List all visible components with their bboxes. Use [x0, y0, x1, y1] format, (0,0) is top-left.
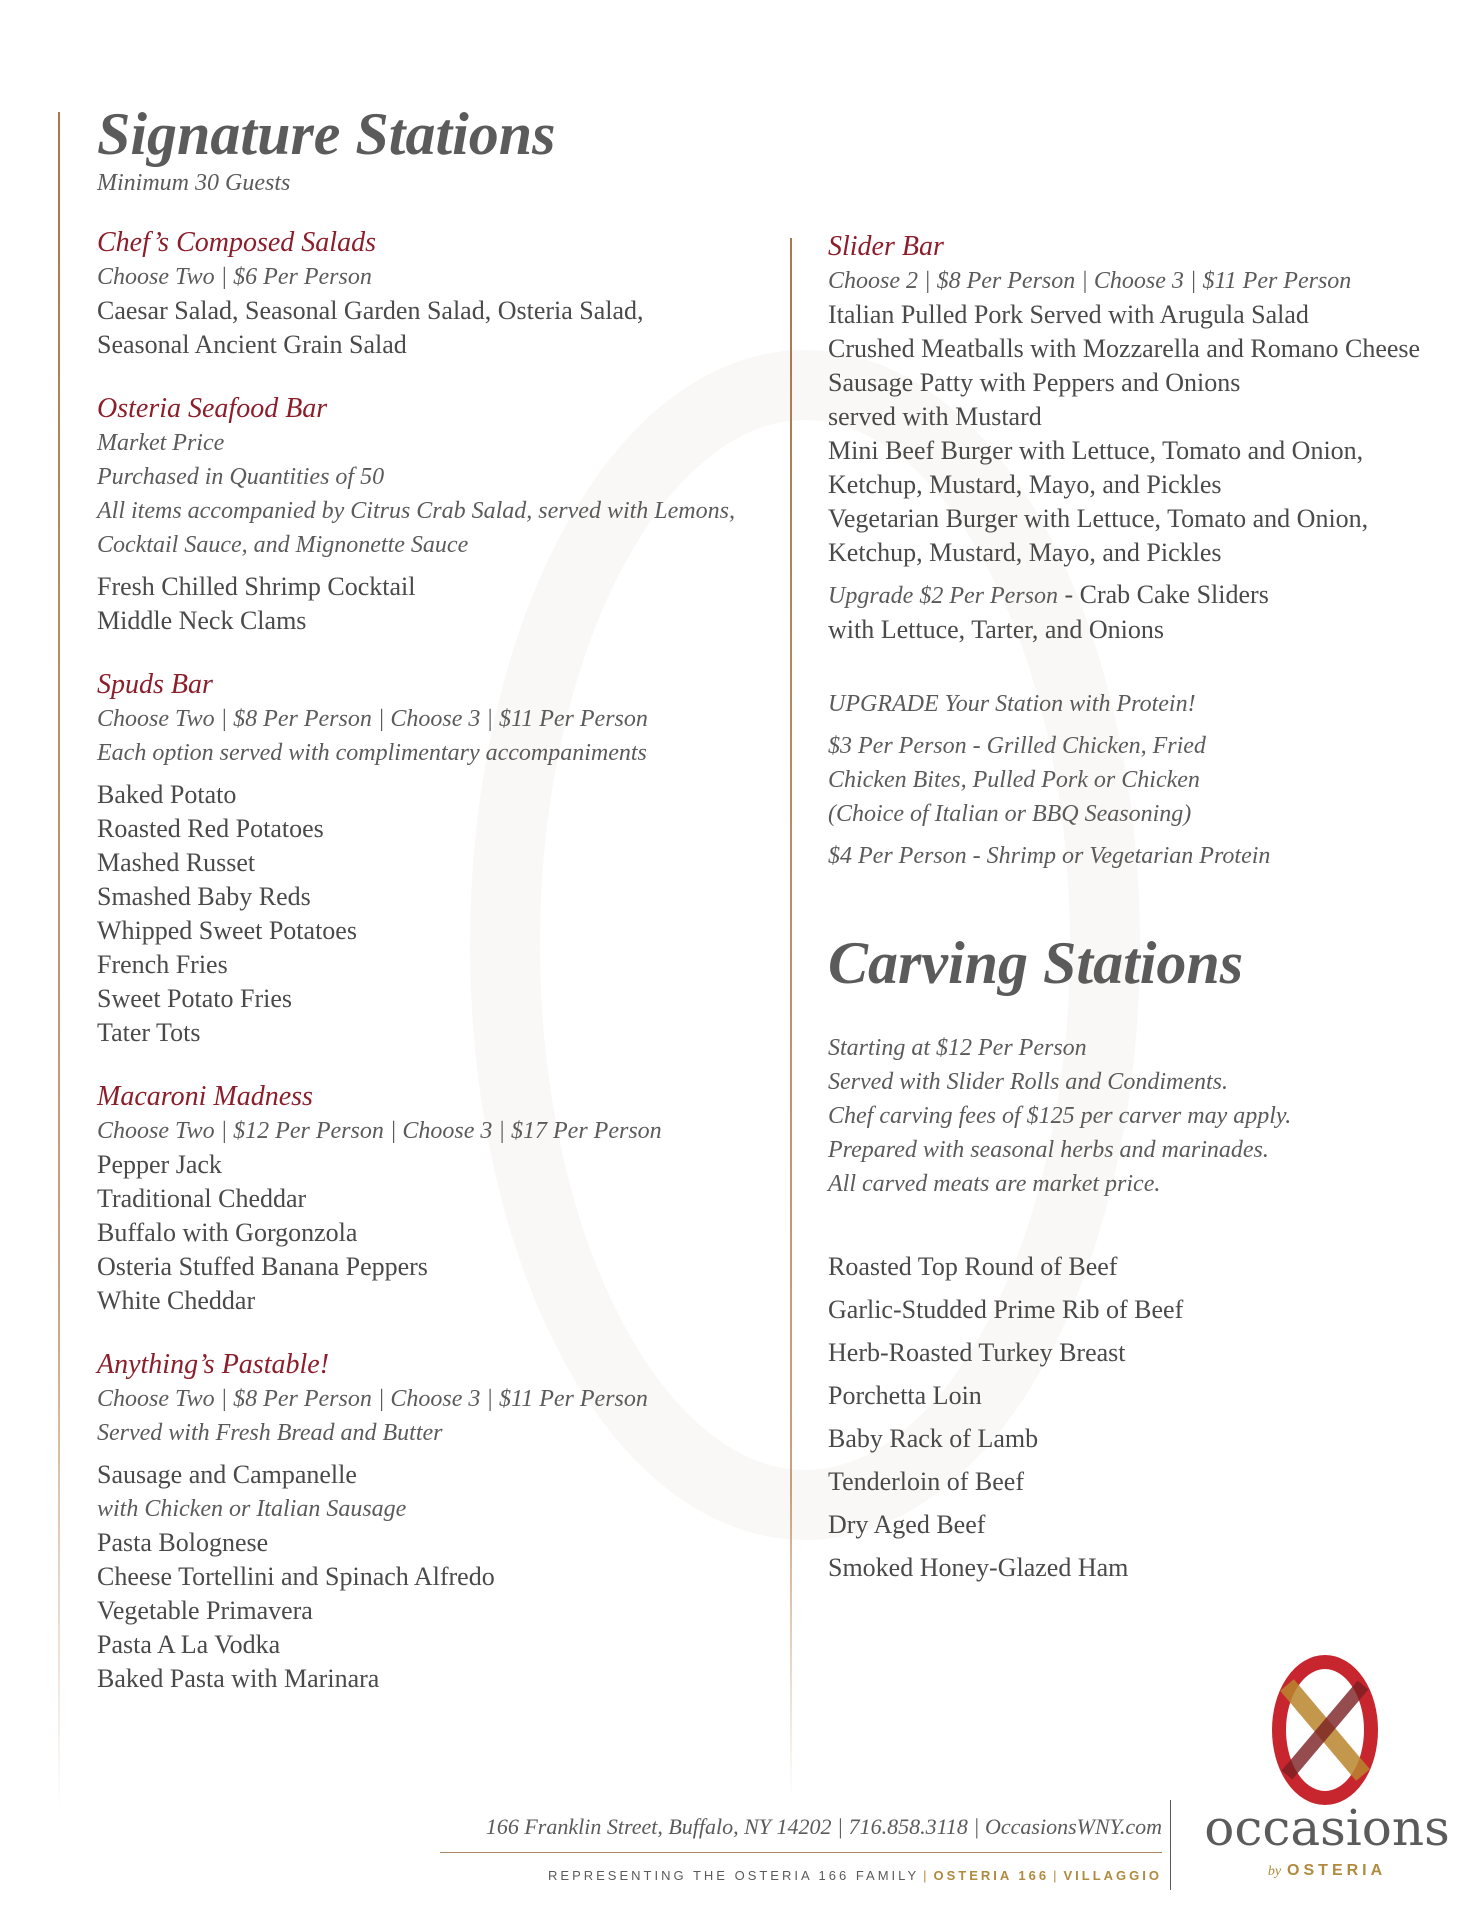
section-slider-bar [828, 230, 1468, 647]
protein-line: $3 Per Person - Grilled Chicken, Fried [828, 733, 1206, 759]
list-item: Roasted Top Round of Beef [828, 1252, 1118, 1281]
protein-heading: UPGRADE Your Station with Protein! [828, 691, 1196, 717]
section-seafood-bar [97, 392, 777, 638]
section-spuds-bar [97, 668, 777, 1050]
list-item: Herb-Roasted Turkey Breast [828, 1338, 1126, 1367]
page-title: Signature Stations [97, 101, 556, 167]
section-note: Choose Two | $8 Per Person | Choose 3 | $11 Per Person [97, 706, 648, 732]
section-title: Osteria Seafood Bar [97, 393, 328, 424]
list-item: Ketchup, Mustard, Mayo, and Pickles [828, 538, 1222, 567]
list-item: Mini Beef Burger with Lettuce, Tomato and Onion, [828, 436, 1364, 465]
section-note: All items accompanied by Citrus Crab Salad, served with Lemons, [97, 498, 735, 524]
list-item: Pepper Jack [97, 1150, 222, 1179]
list-item: Caesar Salad, Seasonal Garden Salad, Osteria Salad, [97, 296, 644, 325]
carving-note: Prepared with seasonal herbs and marinades. [828, 1137, 1269, 1163]
slider-upgrade [828, 578, 1468, 613]
section-composed-salads [97, 226, 777, 362]
carving-note: Chef carving fees of $125 per carver may apply. [828, 1103, 1292, 1129]
list-item: Italian Pulled Pork Served with Arugula Salad [828, 300, 1309, 329]
list-item: Sausage Patty with Peppers and Onions [828, 368, 1241, 397]
protein-line: Chicken Bites, Pulled Pork or Chicken [828, 767, 1200, 793]
section-anythings-pastable [97, 1348, 777, 1696]
section-title: Anything’s Pastable! [97, 1349, 330, 1380]
brand-osteria: OSTERIA 166 [933, 1868, 1050, 1883]
list-item: Tater Tots [97, 1018, 201, 1047]
representing-text: REPRESENTING THE OSTERIA 166 FAMILY [548, 1868, 920, 1883]
logo-byline [1192, 1862, 1462, 1880]
occasions-logo-icon [1265, 1655, 1385, 1805]
list-item: Osteria Stuffed Banana Peppers [97, 1252, 428, 1281]
list-item: Vegetarian Burger with Lettuce, Tomato and Onion, [828, 504, 1369, 533]
list-item: Mashed Russet [97, 848, 256, 877]
list-item: Smoked Honey-Glazed Ham [828, 1553, 1129, 1582]
list-item: Fresh Chilled Shrimp Cocktail [97, 572, 416, 601]
list-item: Sweet Potato Fries [97, 984, 292, 1013]
left-vertical-rule [58, 112, 60, 1812]
protein-line: (Choice of Italian or BBQ Seasoning) [828, 801, 1192, 827]
list-item: Baby Rack of Lamb [828, 1424, 1039, 1453]
list-item: Tenderloin of Beef [828, 1467, 1024, 1496]
section-title: Spuds Bar [97, 669, 213, 700]
list-item: Traditional Cheddar [97, 1184, 307, 1213]
logo-by: by [1267, 1864, 1282, 1879]
list-item: Crushed Meatballs with Mozzarella and Romano Cheese [828, 334, 1421, 363]
list-item: served with Mustard [828, 402, 1042, 431]
list-item: Dry Aged Beef [828, 1510, 986, 1539]
protein-line: $4 Per Person - Shrimp or Vegetarian Protein [828, 843, 1271, 869]
list-item: Whipped Sweet Potatoes [97, 916, 357, 945]
list-item: Sausage and Campanelle [97, 1460, 357, 1489]
list-item: Baked Pasta with Marinara [97, 1664, 380, 1693]
footer-address: 166 Franklin Street, Buffalo, NY 14202 | 716.858.3118 | OccasionsWNY.com [485, 1814, 1162, 1839]
section-macaroni-madness [97, 1080, 777, 1318]
center-vertical-rule [790, 238, 792, 1798]
section-protein-upgrade [828, 687, 1468, 873]
list-item-note: with Chicken or Italian Sausage [97, 1496, 407, 1522]
carving-note: All carved meats are market price. [828, 1171, 1161, 1197]
list-item: Baked Potato [97, 780, 237, 809]
upgrade-text: - Crab Cake Sliders [1057, 580, 1269, 609]
list-item: Pasta A La Vodka [97, 1630, 281, 1659]
footer-representing [548, 1868, 1162, 1883]
list-item: Roasted Red Potatoes [97, 814, 324, 843]
list-item: White Cheddar [97, 1286, 256, 1315]
logo-wordmark: occasions [1204, 1799, 1450, 1857]
left-column [97, 100, 777, 1726]
section-note: Choose 2 | $8 Per Person | Choose 3 | $11 Per Person [828, 268, 1352, 294]
list-item: French Fries [97, 950, 228, 979]
logo-brand: OSTERIA [1287, 1862, 1387, 1879]
section-note: Served with Fresh Bread and Butter [97, 1420, 443, 1446]
list-item: Vegetable Primavera [97, 1596, 313, 1625]
list-item: Middle Neck Clams [97, 606, 307, 635]
list-item: Garlic-Studded Prime Rib of Beef [828, 1295, 1184, 1324]
carving-title: Carving Stations [828, 930, 1244, 996]
list-item: Seasonal Ancient Grain Salad [97, 330, 407, 359]
separator: | [923, 1868, 930, 1883]
brand-villaggio: VILLAGGIO [1063, 1868, 1162, 1883]
section-title: Chef’s Composed Salads [97, 227, 376, 258]
upgrade-note: Upgrade $2 Per Person [828, 583, 1058, 609]
list-item: Cheese Tortellini and Spinach Alfredo [97, 1562, 495, 1591]
right-column [828, 230, 1468, 1619]
separator: | [1053, 1868, 1060, 1883]
section-note: Choose Two | $8 Per Person | Choose 3 | $11 Per Person [97, 1386, 648, 1412]
footer-vertical-rule [1170, 1800, 1171, 1890]
list-item: Ketchup, Mustard, Mayo, and Pickles [828, 470, 1222, 499]
section-note: Each option served with complimentary accompaniments [97, 740, 647, 766]
list-item: Porchetta Loin [828, 1381, 982, 1410]
section-note: Purchased in Quantities of 50 [97, 464, 385, 490]
section-title: Slider Bar [828, 231, 944, 262]
list-item: with Lettuce, Tarter, and Onions [828, 615, 1165, 644]
section-note: Choose Two | $6 Per Person [97, 264, 372, 290]
carving-note: Starting at $12 Per Person [828, 1035, 1087, 1061]
carving-note: Served with Slider Rolls and Condiments. [828, 1069, 1228, 1095]
section-note: Cocktail Sauce, and Mignonette Sauce [97, 532, 469, 558]
page-subtitle: Minimum 30 Guests [97, 170, 291, 196]
list-item: Pasta Bolognese [97, 1528, 269, 1557]
section-carving-items [828, 1245, 1468, 1589]
section-carving-notes [828, 1031, 1468, 1201]
list-item: Smashed Baby Reds [97, 882, 311, 911]
section-note: Market Price [97, 430, 225, 456]
list-item: Buffalo with Gorgonzola [97, 1218, 358, 1247]
section-title: Macaroni Madness [97, 1081, 313, 1112]
section-note: Choose Two | $12 Per Person | Choose 3 | $17 Per Person [97, 1118, 662, 1144]
footer-divider [440, 1852, 1162, 1853]
